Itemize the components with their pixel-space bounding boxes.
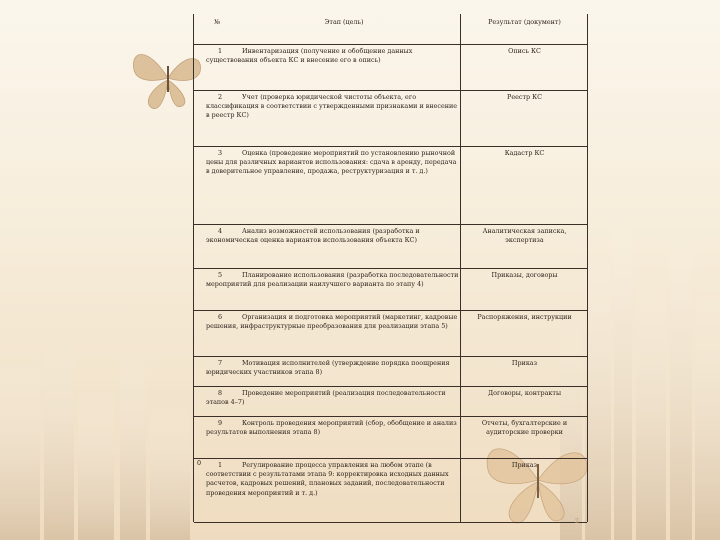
stage-cell [206,461,462,498]
result-cell: Распоряжения, инструкции [477,313,572,321]
stage-text: Учет (проверка юридической чистоты объекта, его классификация в соответствии с утвержденными признаками и внесение в реестр КС) [206,93,458,120]
stage-cell [206,149,462,177]
stage-cell [206,389,462,407]
row-number: 7 [218,359,223,367]
stages-table [193,14,588,522]
row-number: 1 [218,461,223,469]
row-number: 3 [218,149,223,157]
stage-cell [206,313,462,331]
table-row [194,146,587,225]
result-cell: Приказ [511,359,538,367]
result-cell: Аналитическая записка, экспертиза [482,227,567,245]
row-number: 9 [218,419,223,427]
stage-text: Контроль проведения мероприятий (сбор, обобщение и анализ результатов выполнения этапа 8) [206,419,457,437]
table-row [194,90,587,147]
stage-text: Проведение мероприятий (реализация последовательности этапов 4–7) [206,389,446,407]
table-row [194,224,587,269]
row-number: 6 [218,313,223,321]
header-result: Результат (документ) [488,18,561,26]
table-row [194,356,587,387]
table-row [194,386,587,417]
row-number: 4 [218,227,223,235]
stage-text: Инвентаризация (получение и обобщение данных существования объекта КС и внесение его в опись) [206,47,413,65]
result-cell: Реестр КС [507,93,542,101]
page-number: 2 [575,518,579,525]
stage-text: Анализ возможностей использования (разработка и экономическая оценка вариантов использования объекта КС) [206,227,420,245]
table-row [194,44,587,91]
stage-text: Мотивация исполнителей (утверждение порядка поощрения юридических участников этапа 8) [206,359,450,377]
stage-cell [206,227,462,245]
result-cell: Приказы, договоры [491,271,558,279]
table-header-row [194,14,587,44]
header-num: № [214,18,221,26]
table-row [194,268,587,311]
result-cell: Кадастр КС [504,149,545,157]
row-number: 8 [218,389,223,397]
stage-cell [206,47,462,65]
header-stage: Этап (цель) [324,18,364,26]
result-cell: Договоры, контракты [487,389,562,397]
stage-text: Регулирование процесса управления на любом этапе (в соответствии с результатами этапа 9: корректировка исходных данных расчетов, кадровых решений, плановых заданий, последовательности проведения мероприятий и т. д.) [206,461,449,497]
row-number: 5 [218,271,223,279]
table-row [194,310,587,357]
table-row [194,458,587,523]
table-row [194,416,587,459]
column-divider [460,14,461,44]
result-cell: Приказ [511,461,538,469]
stage-cell [206,359,462,377]
result-cell: Отчеты, бухгалтерские и аудиторские проверки [481,419,568,437]
result-cell: Опись КС [508,47,541,55]
row-number-overflow-digit: 0 [197,459,202,467]
stage-text: Организация и подготовка мероприятий (маркетинг, кадровые решения, инфраструктурные преобразования для реализации этапа 5) [206,313,458,331]
stage-cell [206,271,462,289]
stage-text: Оценка (проведение мероприятий по установлению рыночной цены для различных вариантов использования: сдача в аренду, передача в доверительное управление, продажа, реструктуризация и т. д.) [206,149,457,176]
row-number: 1 [218,47,223,55]
stage-cell [206,419,462,437]
stage-cell [206,93,462,121]
stage-text: Планирование использования (разработка последовательности мероприятий для реализации наилучшего варианта по этапу 4) [206,271,459,289]
row-number: 2 [218,93,223,101]
